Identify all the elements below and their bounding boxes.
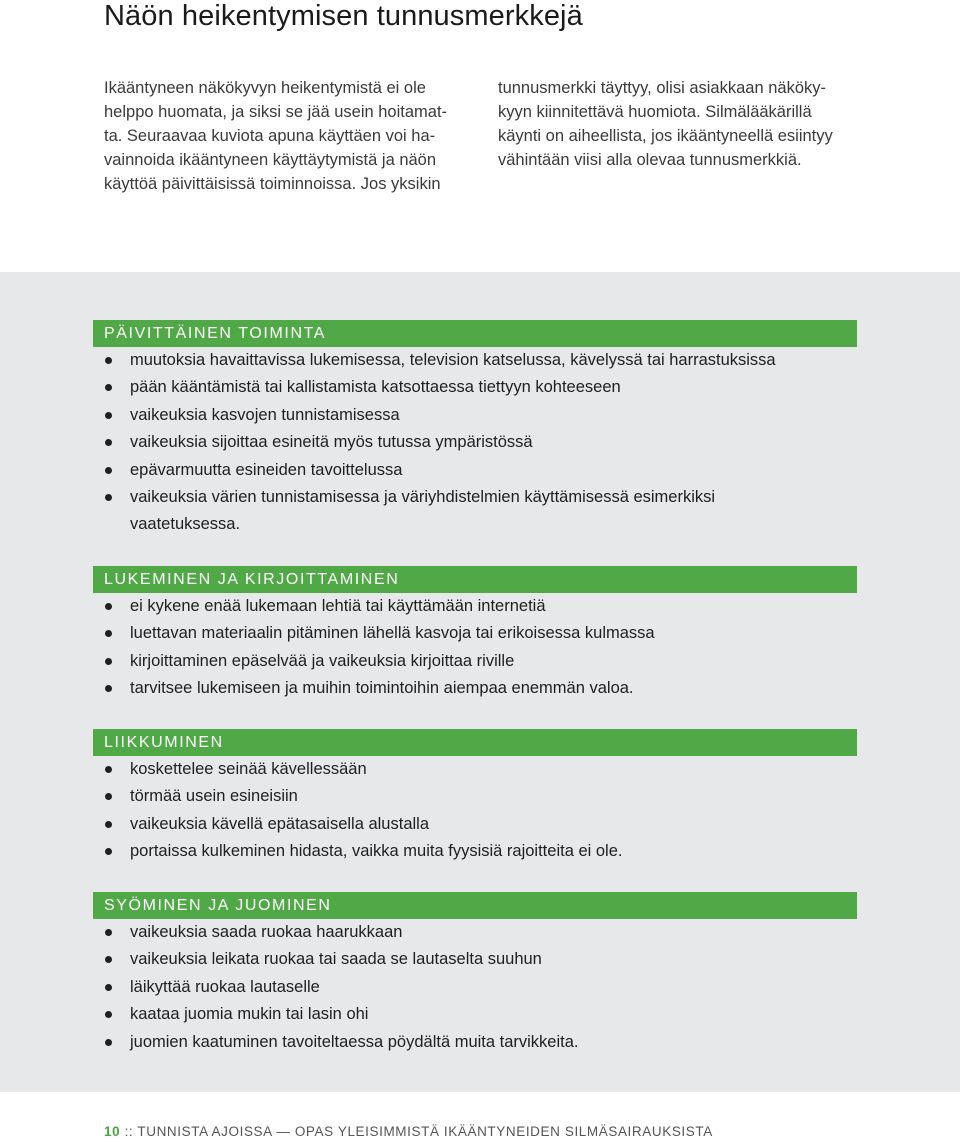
list-item: koskettelee seinää kävellessään (93, 756, 857, 783)
bullet-icon (105, 848, 112, 855)
bullet-icon (105, 467, 112, 474)
list-item: juomien kaatuminen tavoiteltaessa pöydältä muita tarvikkeita. (93, 1029, 857, 1056)
section-list (93, 347, 857, 539)
section-header: LIIKKUMINEN (93, 729, 857, 756)
intro-line: käynti on aiheellista, jos ikääntyneellä esiintyy (498, 127, 833, 145)
bullet-icon (105, 658, 112, 665)
intro-line: tunnusmerkki täyttyy, olisi asiakkaan näköky- (498, 79, 826, 97)
list-item: läikyttää ruokaa lautaselle (93, 974, 857, 1001)
list-item: vaikeuksia leikata ruokaa tai saada se lautaselta suuhun (93, 946, 857, 973)
intro-left-column (104, 76, 464, 196)
list-item: vaikeuksia kävellä epätasaisella alustalla (93, 811, 857, 838)
section-daily-activities (93, 320, 857, 539)
bullet-icon (105, 685, 112, 692)
list-item: epävarmuutta esineiden tavoittelussa (93, 457, 857, 484)
bullet-icon (105, 793, 112, 800)
page-title: Näön heikentymisen tunnusmerkkejä (104, 0, 583, 32)
section-header: LUKEMINEN JA KIRJOITTAMINEN (93, 566, 857, 593)
list-item: pään kääntämistä tai kallistamista katsottaessa tiettyyn kohteeseen (93, 374, 857, 401)
intro-line: Ikääntyneen näkökyvyn heikentymistä ei ole (104, 79, 426, 97)
bullet-icon (105, 439, 112, 446)
intro-line: vähintään viisi alla olevaa tunnusmerkkiä. (498, 151, 802, 169)
section-header: SYÖMINEN JA JUOMINEN (93, 892, 857, 919)
list-item: kaataa juomia mukin tai lasin ohi (93, 1001, 857, 1028)
list-item: vaikeuksia sijoittaa esineitä myös tutussa ympäristössä (93, 429, 857, 456)
section-list (93, 919, 857, 1056)
footer-separator: :: (124, 1124, 134, 1139)
section-eating-drinking (93, 892, 857, 1056)
bullet-icon (105, 494, 112, 501)
section-reading-writing (93, 566, 857, 703)
list-item: vaikeuksia saada ruokaa haarukkaan (93, 919, 857, 946)
bullet-icon (105, 956, 112, 963)
footer-text: TUNNISTA AJOISSA — OPAS YLEISIMMISTÄ IKÄÄNTYNEIDEN SILMÄSAIRAUKSISTA (137, 1124, 713, 1139)
bullet-icon (105, 603, 112, 610)
list-item: tarvitsee lukemiseen ja muihin toimintoihin aiempaa enemmän valoa. (93, 675, 857, 702)
list-item: vaikeuksia värien tunnistamisessa ja väriyhdistelmien käyttämisessä esimerkiksi vaatetuksessa. (93, 484, 857, 539)
bullet-icon (105, 384, 112, 391)
section-list (93, 756, 857, 866)
list-item: muutoksia havaittavissa lukemisessa, television katselussa, kävelyssä tai harrastuksissa (93, 347, 857, 374)
page-footer (104, 1124, 713, 1139)
bullet-icon (105, 984, 112, 991)
section-list (93, 593, 857, 703)
section-header: PÄIVITTÄINEN TOIMINTA (93, 320, 857, 347)
bullet-icon (105, 929, 112, 936)
list-item-continuation: vaatetuksessa. (130, 515, 241, 534)
intro-line: ta. Seuraavaa kuviota apuna käyttäen voi ha- (104, 127, 436, 145)
section-mobility (93, 729, 857, 866)
bullet-icon (105, 357, 112, 364)
list-item: ei kykene enää lukemaan lehtiä tai käyttämään internetiä (93, 593, 857, 620)
intro-line: helppo huomata, ja siksi se jää usein hoitamat- (104, 103, 448, 121)
bullet-icon (105, 821, 112, 828)
intro-line: vainnoida ikääntyneen käyttäytymistä ja näön (104, 151, 437, 169)
bullet-icon (105, 766, 112, 773)
list-item: portaissa kulkeminen hidasta, vaikka muita fyysisiä rajoitteita ei ole. (93, 838, 857, 865)
intro-line: kyyn kiinnitettävä huomiota. Silmälääkärillä (498, 103, 812, 121)
intro-line: käyttöä päivittäisissä toiminnoissa. Jos yksikin (104, 175, 441, 193)
list-item: törmää usein esineisiin (93, 783, 857, 810)
list-item: kirjoittaminen epäselvää ja vaikeuksia kirjoittaa riville (93, 648, 857, 675)
intro-right-column (498, 76, 868, 172)
list-item: vaikeuksia kasvojen tunnistamisessa (93, 402, 857, 429)
bullet-icon (105, 412, 112, 419)
bullet-icon (105, 1011, 112, 1018)
bullet-icon (105, 1039, 112, 1046)
list-item: luettavan materiaalin pitäminen lähellä kasvoja tai erikoisessa kulmassa (93, 620, 857, 647)
bullet-icon (105, 630, 112, 637)
page-number: 10 (104, 1124, 121, 1139)
